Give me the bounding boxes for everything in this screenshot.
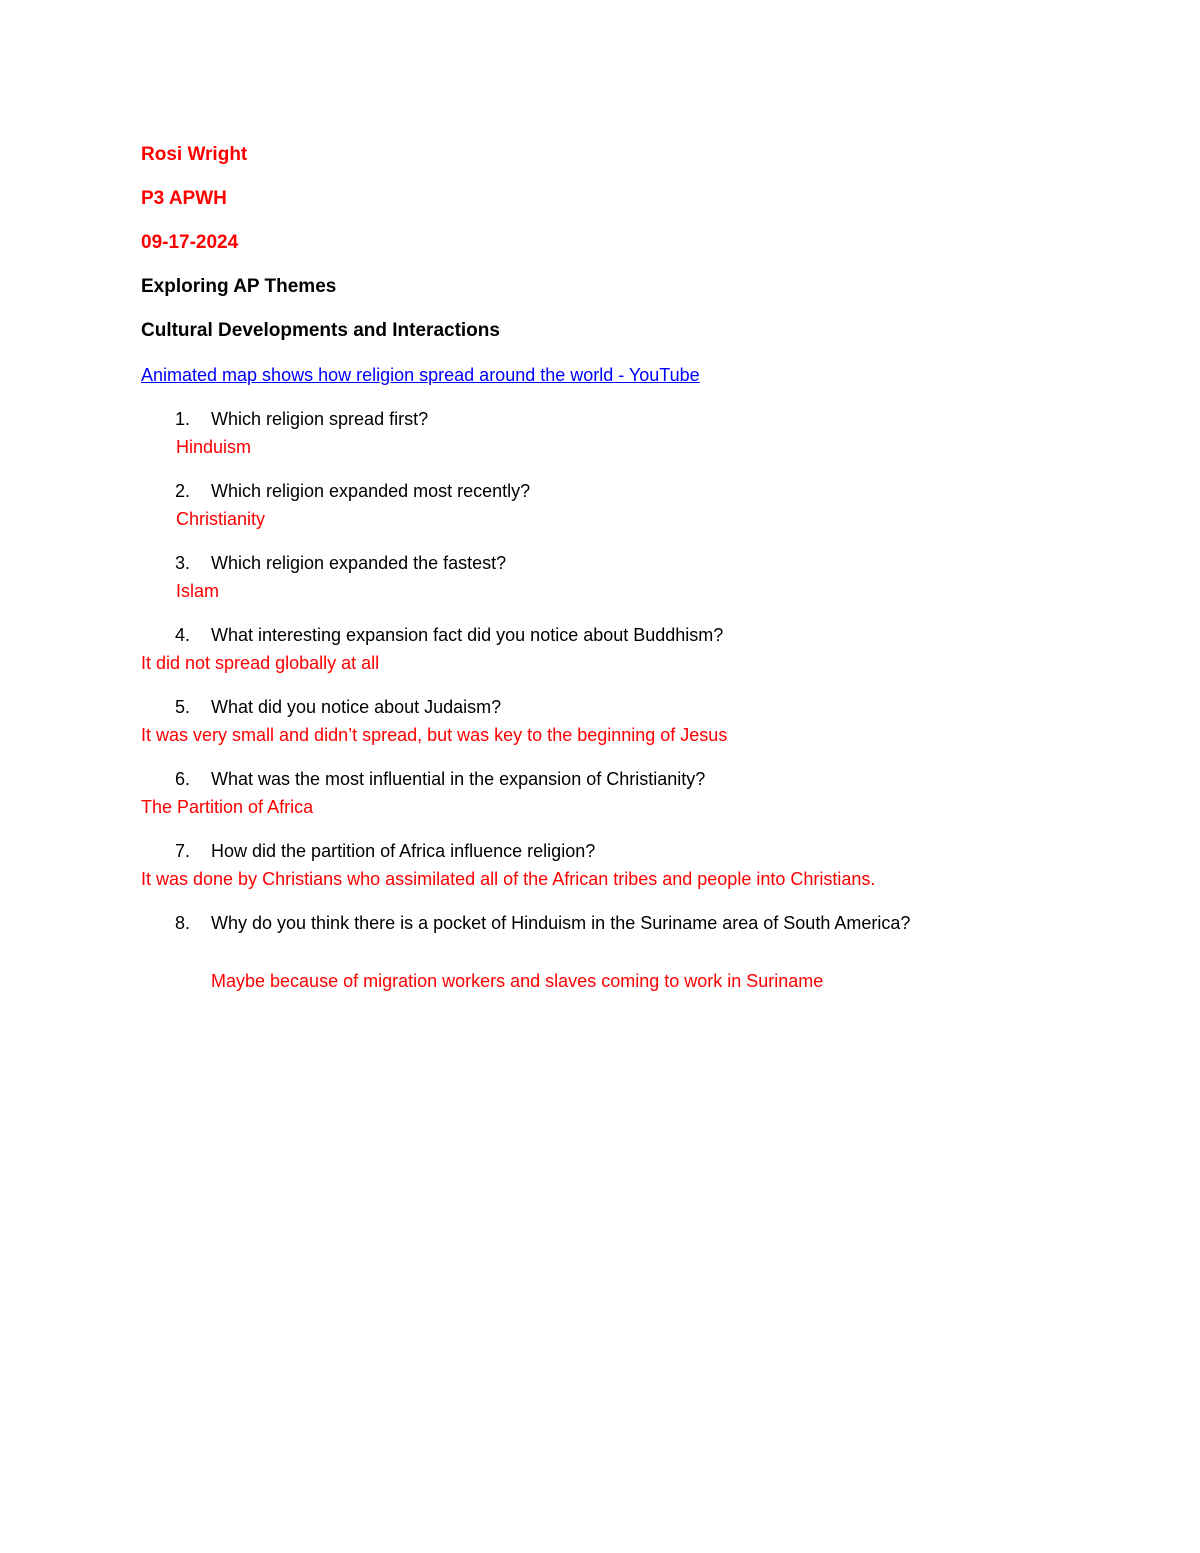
video-link[interactable]: Animated map shows how religion spread around the world - YouTube	[141, 365, 700, 385]
answer-text: It was very small and didn’t spread, but was key to the beginning of Jesus	[141, 725, 728, 745]
answer-text: Christianity	[176, 509, 266, 529]
question-text: What was the most influential in the expansion of Christianity?	[211, 769, 706, 789]
question-text: What did you notice about Judaism?	[211, 697, 502, 717]
answer-text: The Partition of Africa	[141, 797, 314, 817]
question-text: Which religion spread first?	[211, 409, 429, 429]
question-text: How did the partition of Africa influence religion?	[211, 841, 596, 861]
question-number: 3.	[175, 553, 191, 573]
question-number: 8.	[175, 913, 191, 933]
question-text: Which religion expanded most recently?	[211, 481, 531, 501]
question-text: Why do you think there is a pocket of Hinduism in the Suriname area of South America?	[211, 913, 911, 933]
theme-title: Cultural Developments and Interactions	[141, 320, 500, 341]
answer-text: Islam	[176, 581, 220, 601]
question-number: 2.	[175, 481, 191, 501]
answer-text: It was done by Christians who assimilated all of the African tribes and people into Christians.	[141, 869, 876, 889]
question-number: 4.	[175, 625, 191, 645]
answer-text: It did not spread globally at all	[141, 653, 380, 673]
class-period: P3 APWH	[141, 188, 227, 209]
answer-text: Hinduism	[176, 437, 252, 457]
question-number: 5.	[175, 697, 191, 717]
student-name: Rosi Wright	[141, 144, 248, 165]
question-number: 1.	[175, 409, 191, 429]
question-text: Which religion expanded the fastest?	[211, 553, 507, 573]
question-number: 7.	[175, 841, 191, 861]
question-number: 6.	[175, 769, 191, 789]
assignment-date: 09-17-2024	[141, 232, 239, 253]
question-text: What interesting expansion fact did you notice about Buddhism?	[211, 625, 724, 645]
assignment-title: Exploring AP Themes	[141, 276, 337, 297]
answer-text: Maybe because of migration workers and slaves coming to work in Suriname	[211, 971, 824, 991]
